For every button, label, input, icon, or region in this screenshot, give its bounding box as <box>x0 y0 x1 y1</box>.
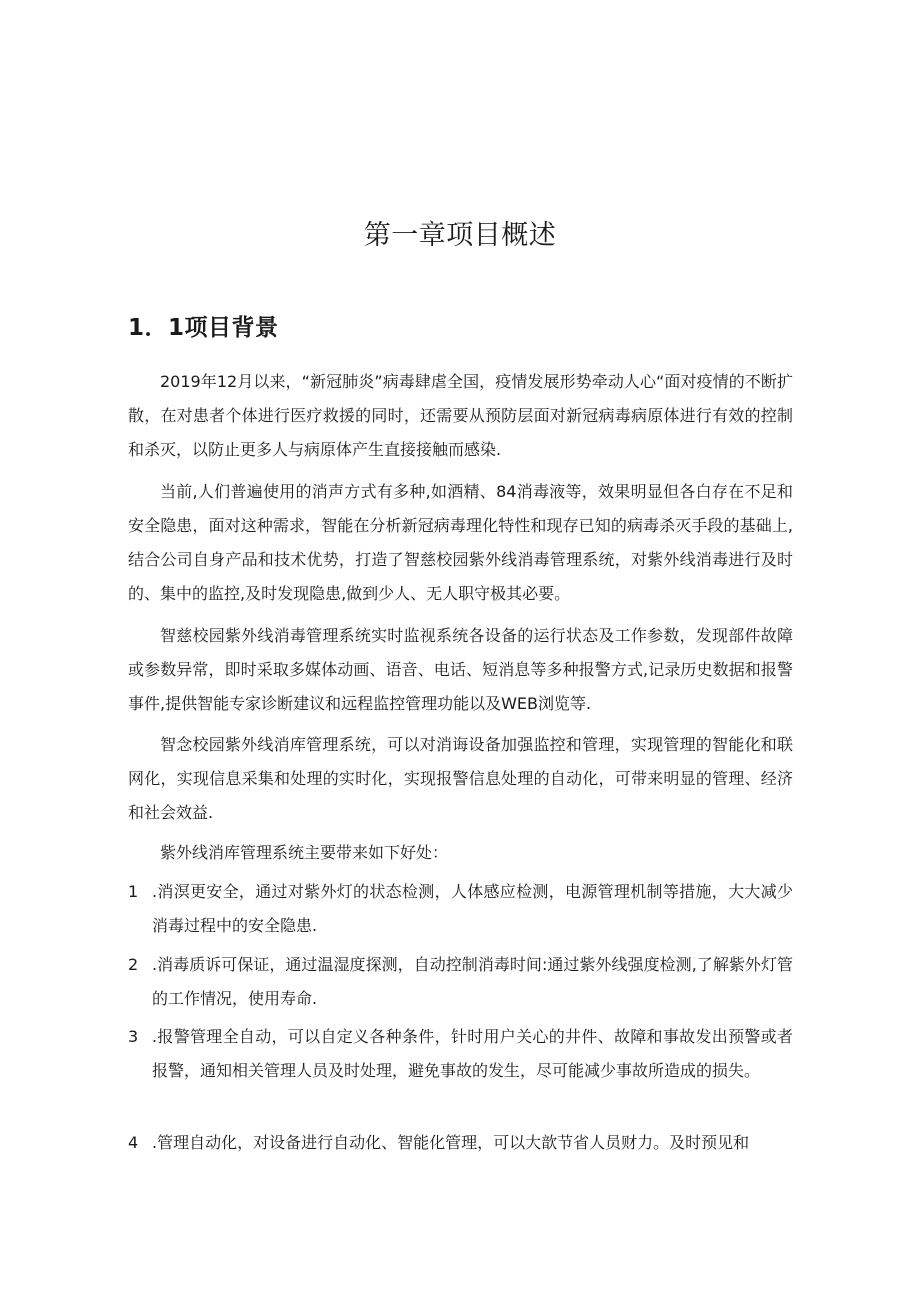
list-item-text: .报警管理全自动，可以自定义各种条件，针时用户关心的井件、故障和事故发出预警或者报警，通知相关管理人员及时处理，避免事故的发生，尽可能减少事故所造成的损失。 <box>152 1027 793 1080</box>
list-item-number: 4 <box>128 1133 139 1152</box>
section-title: 1．1项目背景 <box>128 315 279 341</box>
list-item-number: 3 <box>128 1027 139 1046</box>
paragraph-benefits-intro: 紫外线消库管理系统主要带来如下好处： <box>160 843 449 862</box>
paragraph-system-benefits: 智念校园紫外线消库管理系统，可以对消诲设备加强监控和管理，实现管理的智能化和联网化，实现信息采集和处理的实时化，实现报警信息处理的自动化，可带来明显的管理、经济和社会效益. <box>128 735 793 822</box>
paragraph-system-monitoring: 智慈校园紫外线消毒管理系统实时监视系统各设备的运行状态及工作参数，发现部件故障或参数异常，即时采取多媒体动画、语音、电话、短消息等多种报警方式,记录历史数据和报警事件,提供智能专家诊断建议和远程监控管理功能以及WEB浏览等. <box>128 626 793 713</box>
paragraph-background: 2019年12月以来，“新冠肺炎”病毒肆虐全国，疫情发展形势牵动人心“面对疫情的不断扩散，在对患者个体进行医疗救援的同时，还需要从预防层面对新冠病毒病原体进行有效的控制和杀灭，以防止更多人与病原体产生直接接触而感染. <box>128 372 793 459</box>
list-item <box>128 948 793 1016</box>
list-item-text: .消毒质诉可保证，通过温湿度探测，自动控制消毒时间:通过紫外线强度检测,了解紫外灯管的工作情况，使用寿命. <box>152 955 793 1008</box>
list-item-text: .消溟更安全，通过对紫外灯的状态检测，人体感应检测，电源管理机制等措施，大大减少消毒过程中的安全隐患. <box>152 882 793 935</box>
list-item <box>128 1020 793 1088</box>
list-item-number: 1 <box>128 882 139 901</box>
list-item-text: .管理自动化，对设备进行自动化、智能化管理，可以大歆节省人员财力。及时预见和 <box>152 1133 750 1152</box>
list-item <box>128 875 793 943</box>
list-item-number: 2 <box>128 955 139 974</box>
chapter-title: 第一章项目概述 <box>363 220 557 251</box>
paragraph-current-methods: 当前,人们普遍使用的消声方式有多种,如酒精、84消毒液等，效果明显但各白存在不足和安全隐患，面对这种需求，智能在分析新冠病毒理化特性和现存已知的病毒杀灭手段的基础上,结合公司自身产品和技术优势，打造了智慈校园紫外线消毒管理系统，对紫外线消毒进行及时的、集中的监控,及时发现隐患,做到少人、无人职守极其必要。 <box>128 482 793 603</box>
list-item <box>128 1126 793 1160</box>
